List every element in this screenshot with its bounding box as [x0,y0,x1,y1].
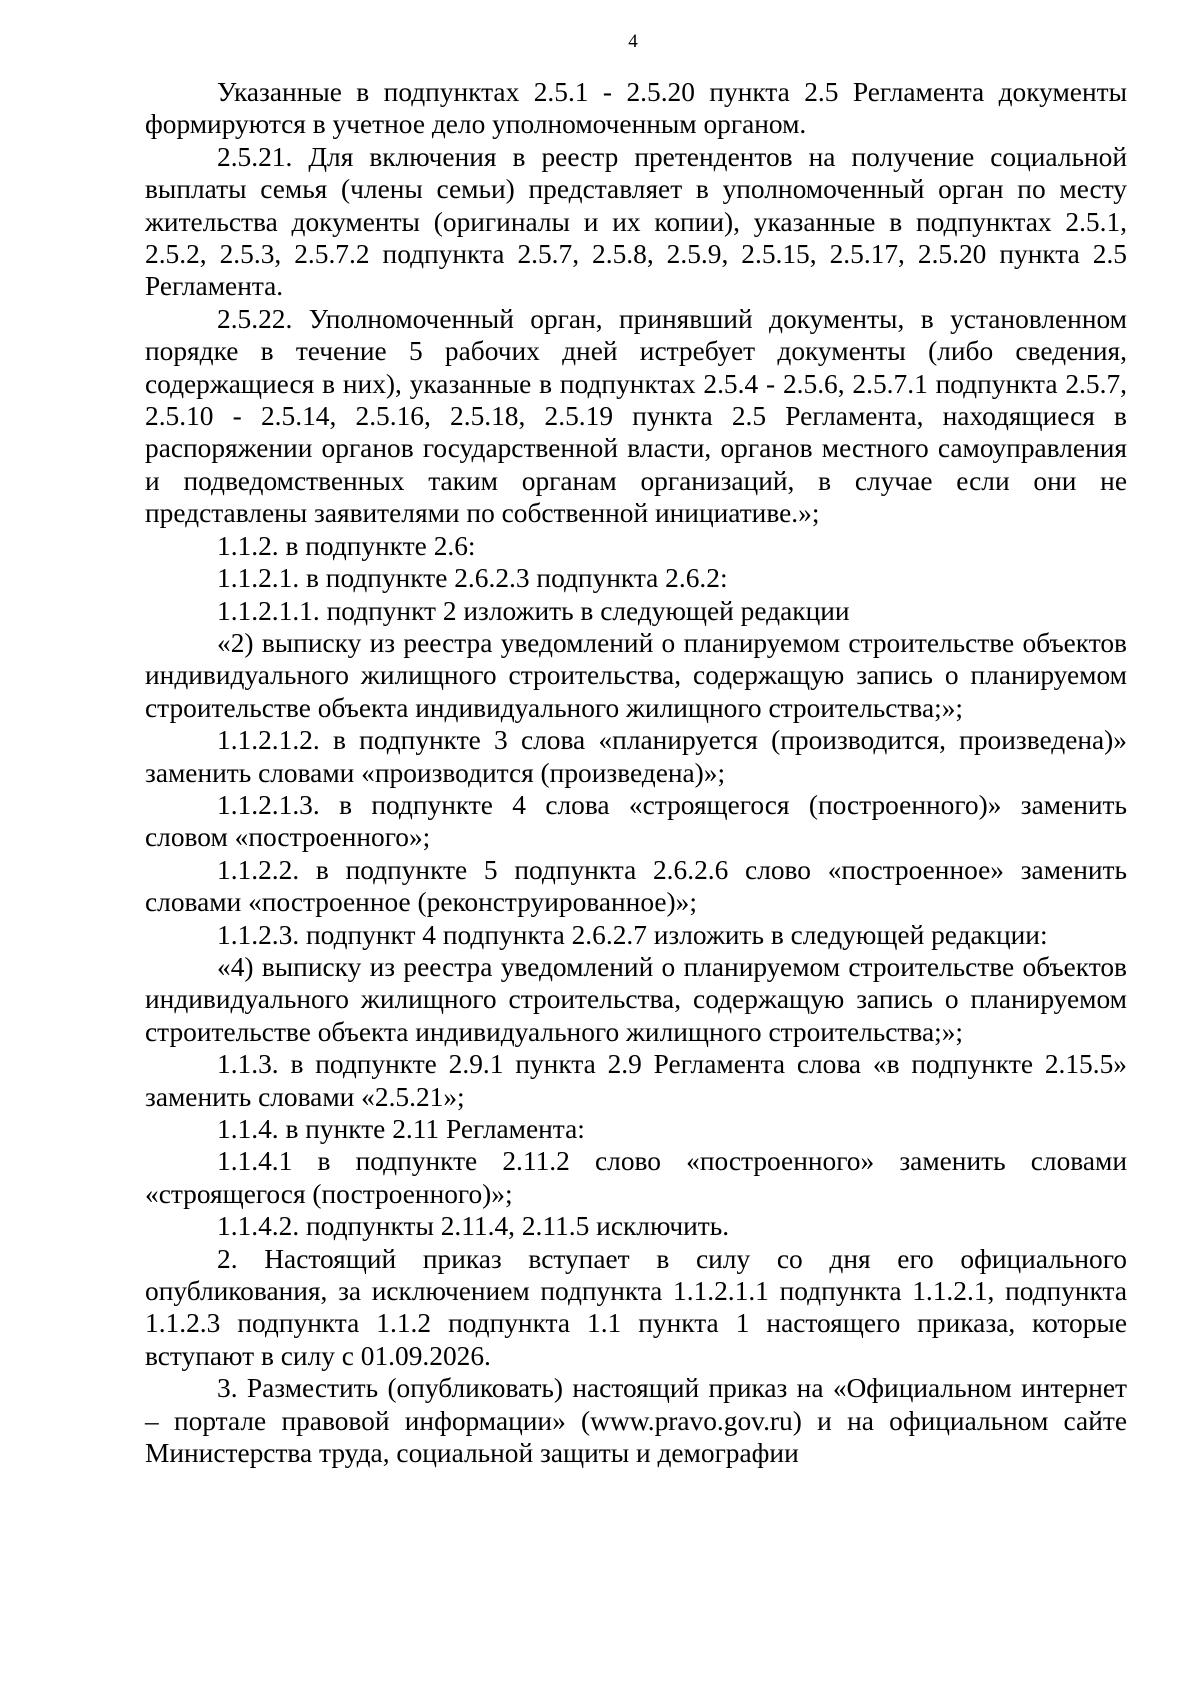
paragraph-2-5-22: 2.5.22. Уполномоченный орган, принявший документы, в установленном порядке в течение 5 рабочих дней истребует документы (либо сведения, содержащиеся в них), указанные в подпунктах 2.5.4 - 2.5.6, 2.5.7.1 подпункта 2.5.7, 2.5.10 - 2.5.14, 2.5.16, 2.5.18, 2.5.19 пункта 2.5 Регламента, находящиеся в распоряжении органов государственной власти, органов местного самоуправления и подведомственных таким органам организаций, в случае если они не представлены заявителями по собственной инициативе.»; [145,303,1127,529]
paragraph-1-1-2-2: 1.1.2.2. в подпункте 5 подпункта 2.6.2.6 слово «построенное» заменить словами «построенное (реконструированное)»; [145,854,1127,918]
paragraph-1-1-4-1: 1.1.4.1 в подпункте 2.11.2 слово «построенного» заменить словами «строящегося (построенного)»; [145,1146,1127,1209]
paragraph-1-1-4: 1.1.4. в пункте 2.11 Регламента: [217,1114,585,1144]
paragraph-quote-2: «2) выписку из реестра уведомлений о планируемом строительстве объектов индивидуального жилищного строительства, содержащую запись о планируемом строительстве объекта индивидуального жилищного строительства;»; [145,627,1127,723]
paragraph-1-1-2-1-1: 1.1.2.1.1. подпункт 2 изложить в следующей редакции [217,595,850,626]
paragraph-1-1-2-1: 1.1.2.1. в подпункте 2.6.2.3 подпункта 2.6.2: [217,563,728,594]
page-number: 4 [628,31,638,52]
paragraph-1-1-2-1-3: 1.1.2.1.3. в подпункте 4 слова «строящегося (построенного)» заменить словом «построенного»; [145,789,1127,853]
paragraph-1-1-2-3: 1.1.2.3. подпункт 4 подпункта 2.6.2.7 изложить в следующей редакции: [217,919,1048,950]
paragraph-1-1-2-1-2: 1.1.2.1.2. в подпункте 3 слова «планируется (производится, произведена)» заменить словами «производится (произведена)»; [145,725,1127,788]
paragraph-3-publication: 3. Разместить (опубликовать) настоящий приказ на «Официальном интернет – портале правовой информации» (www.pravo.gov.ru) и на официальном сайте Министерства труда, социальной защиты и демографии [145,1373,1127,1469]
document-body [145,76,1127,1469]
paragraph-1-1-4-2: 1.1.4.2. подпункты 2.11.4, 2.11.5 исключить. [217,1211,730,1242]
paragraph-2-5-21: 2.5.21. Для включения в реестр претендентов на получение социальной выплаты семья (члены семьи) представляет в уполномоченный орган по месту жительства документы (оригиналы и их копии), указанные в подпунктах 2.5.1, 2.5.2, 2.5.3, 2.5.7.2 подпункта 2.5.7, 2.5.8, 2.5.9, 2.5.15, 2.5.17, 2.5.20 пункта 2.5 Регламента. [145,141,1127,302]
paragraph-1-1-2: 1.1.2. в подпункте 2.6: [217,530,476,561]
paragraph-documents-formed: Указанные в подпунктах 2.5.1 - 2.5.20 пункта 2.5 Регламента документы формируются в учетное дело уполномоченным органом. [145,77,1127,140]
paragraph-2-entry-into-force: 2. Настоящий приказ вступает в силу со дня его официального опубликования, за исключением подпункта 1.1.2.1.1 подпункта 1.1.2.1, подпункта 1.1.2.3 подпункта 1.1.2 подпункта 1.1 пункта 1 настоящего приказа, которые вступают в силу с 01.09.2026. [145,1243,1127,1371]
paragraph-1-1-3: 1.1.3. в подпункте 2.9.1 пункта 2.9 Регламента слова «в подпункте 2.15.5» заменить словами «2.5.21»; [145,1049,1127,1112]
paragraph-quote-4: «4) выписку из реестра уведомлений о планируемом строительстве объектов индивидуального жилищного строительства, содержащую запись о планируемом строительстве объекта индивидуального жилищного строительства;»; [145,951,1127,1047]
